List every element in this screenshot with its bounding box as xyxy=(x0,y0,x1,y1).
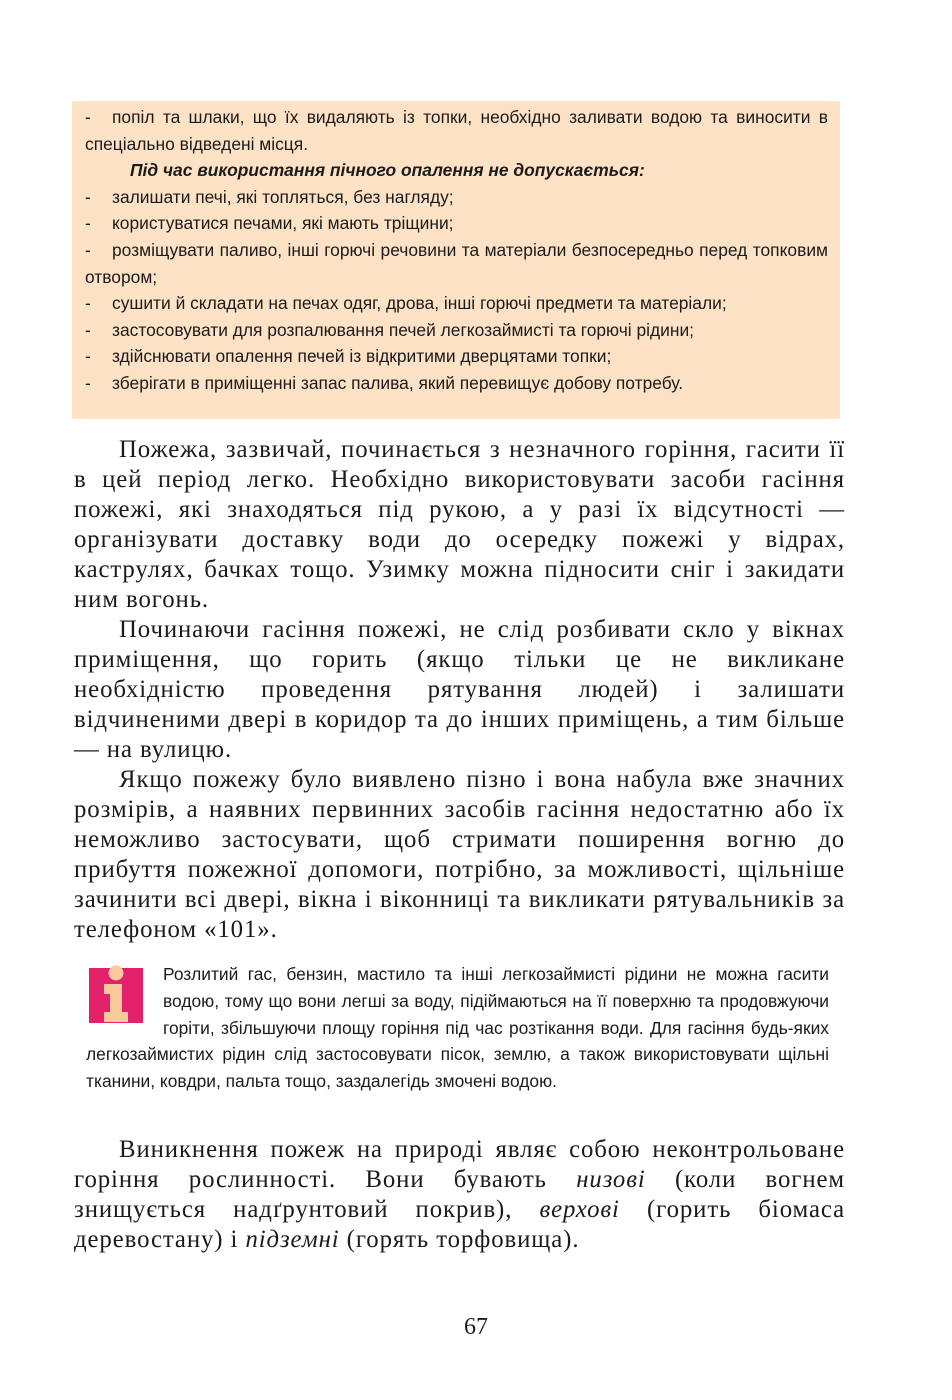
rule-text: розміщувати паливо, інші горючі речовини та матеріали безпосередньо перед топковим отвором; xyxy=(85,239,828,287)
fire-safety-rules-box xyxy=(72,101,840,419)
rules-heading: Під час використання пічного опалення не допускається: xyxy=(130,160,645,181)
rule-item xyxy=(85,370,828,397)
rule-text: залишати печі, які топляться, без нагляду; xyxy=(112,186,454,207)
bullet-dash: - xyxy=(85,293,91,314)
info-note xyxy=(86,961,829,1095)
rule-text: здійснювати опалення печей із відкритими дверцятами топки; xyxy=(112,346,612,367)
bullet-dash: - xyxy=(85,213,91,234)
rule-text: користуватися печами, які мають тріщини; xyxy=(112,213,454,234)
text-segment: Виникнення пожеж на природі являє собою неконтрольоване горіння рослинності. Вони бувають xyxy=(74,1136,845,1193)
rule-text: застосовувати для розпалювання печей легкозаймисті та горючі рідини; xyxy=(112,319,695,340)
rule-item xyxy=(85,104,828,157)
rule-item xyxy=(85,317,828,344)
rule-item xyxy=(85,210,828,237)
bullet-dash: - xyxy=(85,186,91,207)
rule-text: сушити й складати на печах одяг, дрова, інші горючі предмети та матеріали; xyxy=(112,293,727,314)
rule-item xyxy=(85,184,828,211)
bullet-dash: - xyxy=(85,346,91,367)
text-segment: (горить біомаса деревостану) і xyxy=(74,1196,845,1253)
term-ground-fire: низові xyxy=(576,1166,646,1193)
rule-item xyxy=(85,237,828,290)
nature-fires-text-block xyxy=(74,1135,845,1255)
main-text-block xyxy=(74,435,845,945)
info-i-icon xyxy=(89,965,143,1023)
rule-item xyxy=(85,290,828,317)
info-note-text: Розлитий гас, бензин, мастило та інші легкозаймисті рідини не можна гасити водою, тому що вони легші за воду, підіймаються на її поверхню та продовжуючи горіти, збільшуючи площу горіння під час розтікання води. Для гасіння будь-яких легкозаймистих рідин слід застосовувати пісок, землю, а також використовувати щільні тканини, ковдри, пальта тощо, заздалегідь змочені водою. xyxy=(86,964,829,1092)
term-crown-fire: верхові xyxy=(539,1196,620,1223)
body-paragraph: Якщо пожежу було виявлено пізно і вона набула вже значних розмірів, а наявних первинних засобів гасіння недостатню або їх неможливо застосувати, щоб стримати поширення вогню до прибуття пожежної допомоги, потрібно, за можливості, щільніше зачинити всі двері, вікна і віконниці та викликати рятувальників за телефоном «101». xyxy=(74,766,845,943)
rule-item xyxy=(85,343,828,370)
bullet-dash: - xyxy=(85,239,91,260)
bullet-dash: - xyxy=(85,372,91,393)
text-segment: (горять торфовища). xyxy=(339,1226,580,1253)
bullet-dash: - xyxy=(85,107,91,127)
page-number: 67 xyxy=(464,1314,488,1340)
rule-text: попіл та шлаки, що їх видаляють із топки, необхідно заливати водою та виносити в спеціально відведені місця. xyxy=(85,107,828,154)
term-underground-fire: підземні xyxy=(245,1226,340,1253)
rule-text: зберігати в приміщенні запас палива, який перевищує добову потребу. xyxy=(112,372,684,393)
body-paragraph: Пожежа, зазвичай, починається з незначного горіння, гасити її в цей період легко. Необхідно використовувати засоби гасіння пожежі, які знаходяться під рукою, а у разі їх відсутності — організувати доставку води до осередку пожежі у відрах, каструлях, бачках тощо. Узимку можна підносити сніг і закидати ним вогонь. xyxy=(74,436,845,613)
body-paragraph: Починаючи гасіння пожежі, не слід розбивати скло у вікнах приміщення, що горить (якщо тільки це не викликане необхідністю проведення рятування людей) і залишати відчиненими двері в коридор та до інших приміщень, а тим більше — на вулицю. xyxy=(74,616,845,763)
text-segment: (коли вогнем знищується надґрунтовий покрив), xyxy=(74,1166,846,1223)
nature-fires-paragraph xyxy=(74,1135,845,1255)
bullet-dash: - xyxy=(85,319,91,340)
